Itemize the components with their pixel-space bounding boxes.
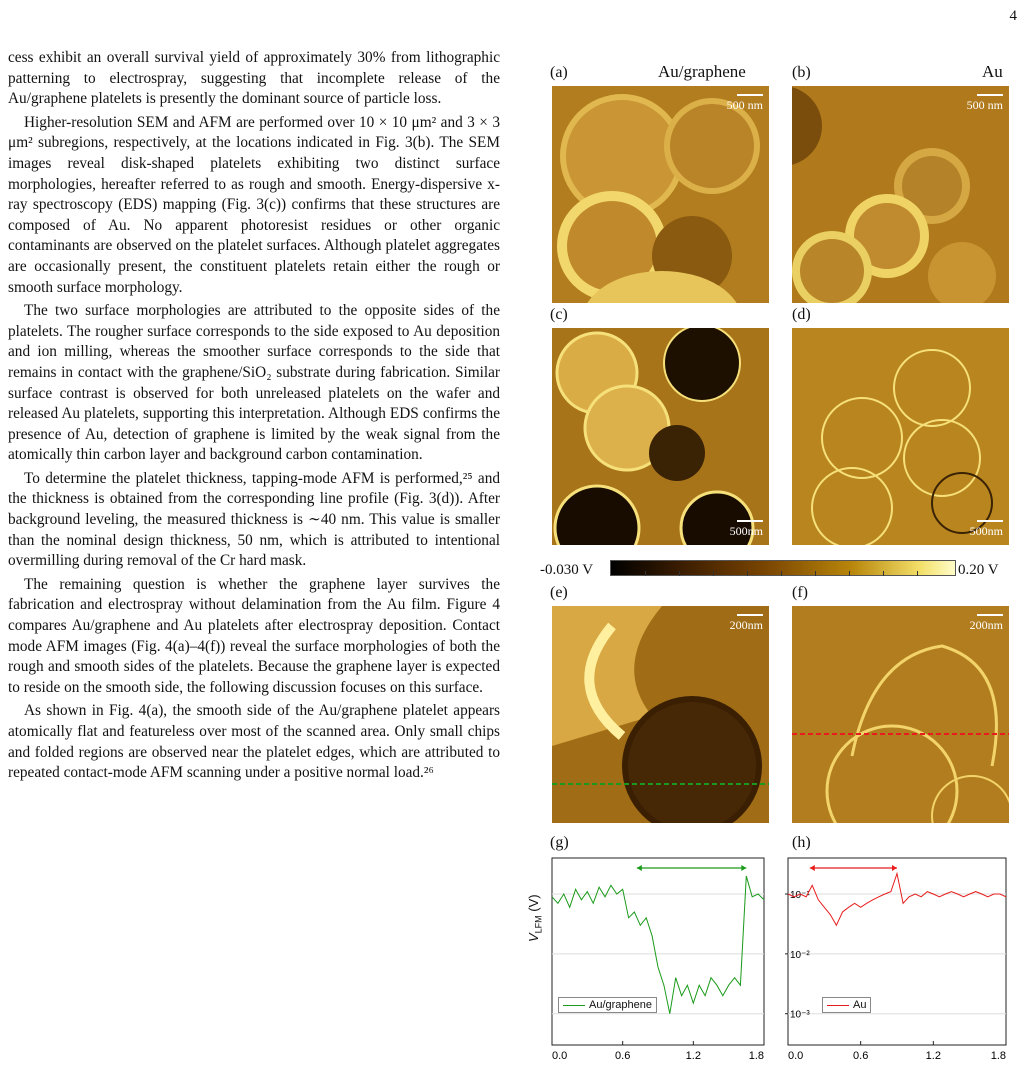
paragraph: As shown in Fig. 4(a), the smooth side of the Au/graphene platelet appears atomically flat and featureless over most of the scanned area. Only small chips and folded regions are observed near the platelet edges, which are attributed to repeated contact-mode AFM scanning under a positive normal load.²⁶ [8, 702, 500, 782]
column-title-au-graphene: Au/graphene [658, 62, 746, 81]
line-profile-plot-g [540, 854, 770, 1067]
paragraph: The remaining question is whether the graphene layer survives the fabrication and electrospray without delamination from the Au film. Figure 4 compares Au/graphene and Au platelets after electrospray deposition. Contact mode AFM images (Fig. 4(a)–4(f)) reveal the surface morphologies of both the rough and smooth sides of the platelets. Because the graphene layer is expected to reside on the smooth side, the following discussion focuses on this surface. [8, 575, 500, 696]
panel-label-d: (d) [792, 306, 811, 323]
legend-au: Au [822, 997, 871, 1013]
scale-bar-e: 200nm [730, 614, 763, 633]
x-tick-label: 1.8 [990, 1050, 1006, 1062]
scale-bar-d: 500nm [970, 520, 1003, 539]
colorbar-min-label: -0.030 V [540, 562, 594, 578]
colorbar-gradient [610, 560, 956, 576]
y-tick-label: 10⁻² [790, 949, 810, 961]
series-line [552, 876, 764, 1014]
plot-frame [552, 858, 764, 1045]
arrow-head [741, 865, 746, 871]
afm-image-f [792, 606, 1009, 823]
paragraph: cess exhibit an overall survival yield of approximately 30% from lithographic patterning to electrospray, suggesting that incomplete release of the Au/graphene platelets is presently the dominant source of particle loss. [8, 49, 500, 108]
panel-label-h: (h) [792, 834, 811, 851]
x-tick-label: 0.0 [788, 1050, 804, 1062]
paragraph: The two surface morphologies are attributed to the opposite sides of the platelets. The rougher surface corresponds to the side exposed to Au deposition and ion milling, whereas the smoother surface corresponds to the side that remains in contact with the graphene/SiO₂ substrate during fabrication. Similar surface contrast is observed for both unreleased platelets on the wafer and released Au platelets, supporting this interpretation. Although EDS confirms the presence of Au, detection of graphene is limited by the weak signal from the atomically thin carbon layer and background carbon contamination. [8, 302, 500, 464]
scale-bar-f: 200nm [970, 614, 1003, 633]
legend-swatch-red [827, 1005, 849, 1006]
afm-image-a [552, 86, 769, 303]
x-tick-label: 0.6 [615, 1050, 631, 1062]
panel-label-f: (f) [792, 584, 808, 601]
legend-swatch-green [563, 1005, 585, 1006]
colorbar [540, 560, 1020, 580]
panel-label-c: (c) [550, 306, 568, 323]
scale-bar-a: 500 nm [727, 94, 763, 113]
paragraph: To determine the platelet thickness, tapping-mode AFM is performed,²⁵ and the thickness is obtained from the corresponding line profile (Fig. 3(d)). After background leveling, the measured thickness is ∼40 nm. This value is smaller than the nominal design thickness, 50 nm, which is attributed to intentional overmilling during removal of the Cr hard mask. [8, 469, 500, 570]
plot-frame [788, 858, 1006, 1045]
scale-bar-b: 500 nm [967, 94, 1003, 113]
arrow-head [892, 865, 897, 871]
x-tick-label: 1.2 [925, 1050, 941, 1062]
column-title-au: Au [982, 62, 1003, 81]
panel-label-e: (e) [550, 584, 568, 601]
y-axis-label: $V_{LFM}$ (V) [526, 894, 544, 942]
series-line [788, 874, 1006, 926]
line-profile-plot-h [780, 854, 1012, 1067]
afm-image-c [552, 328, 769, 545]
x-tick-label: 0.6 [853, 1050, 869, 1062]
arrow-head [810, 865, 815, 871]
x-tick-label: 1.8 [748, 1050, 764, 1062]
legend-au-graphene: Au/graphene [558, 997, 657, 1013]
arrow-head [637, 865, 642, 871]
scale-bar-c: 500nm [730, 520, 763, 539]
afm-image-b [792, 86, 1009, 303]
afm-image-e [552, 606, 769, 823]
x-tick-label: 1.2 [685, 1050, 701, 1062]
panel-label-g: (g) [550, 834, 569, 851]
figure-4 [526, 62, 1020, 1067]
page-number: 4 [1009, 8, 1017, 24]
afm-image-d [792, 328, 1009, 545]
panel-label-a: (a) [550, 64, 568, 81]
body-text [8, 48, 500, 787]
y-tick-label: 10⁻³ [790, 1009, 810, 1021]
panel-label-b: (b) [792, 64, 811, 81]
y-tick-label: 10⁻¹ [790, 890, 810, 902]
x-tick-label: 0.0 [552, 1050, 568, 1062]
colorbar-max-label: 0.20 V [958, 562, 999, 578]
paragraph: Higher-resolution SEM and AFM are performed over 10 × 10 μm² and 3 × 3 μm² subregions, respectively, at the locations indicated in Fig. 3(b). The SEM images reveal disk-shaped platelets exhibiting two distinct surface morphologies, hereafter referred to as rough and smooth. Energy-dispersive x-ray spectroscopy (EDS) mapping (Fig. 3(c)) confirms that these structures are composed of Au. No apparent photoresist residues or other organic contaminants are observed on the platelet surfaces. Although platelet aggregates are occasionally present, the constituent platelets retain either the rough or smooth surface morphology. [8, 113, 500, 296]
